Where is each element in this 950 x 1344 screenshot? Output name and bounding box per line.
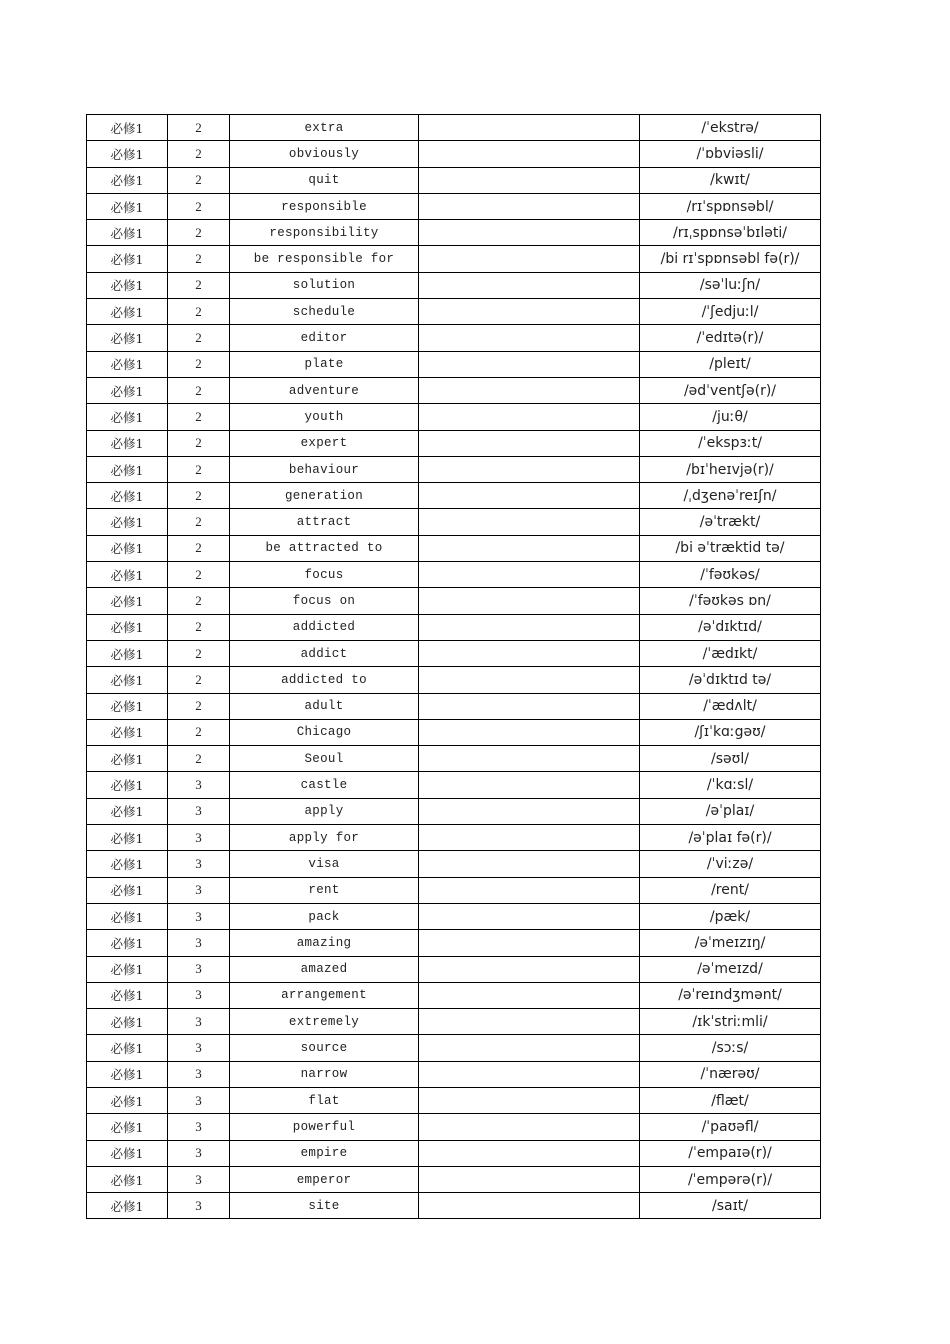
word-cell: adventure — [230, 377, 419, 403]
book-cell: 必修1 — [87, 193, 168, 219]
phonetic-cell: /ˈempərə(r)/ — [640, 1166, 821, 1192]
phonetic-cell: /ˈædɪkt/ — [640, 640, 821, 666]
unit-cell: 2 — [168, 193, 230, 219]
meaning-cell — [419, 272, 640, 298]
word-cell: schedule — [230, 299, 419, 325]
meaning-cell — [419, 562, 640, 588]
phonetic-cell: /əˈtrækt/ — [640, 509, 821, 535]
unit-cell: 3 — [168, 1087, 230, 1113]
word-cell: arrangement — [230, 982, 419, 1008]
book-cell: 必修1 — [87, 982, 168, 1008]
unit-cell: 3 — [168, 851, 230, 877]
unit-cell: 2 — [168, 351, 230, 377]
word-cell: quit — [230, 167, 419, 193]
book-cell: 必修1 — [87, 772, 168, 798]
table-row — [87, 903, 821, 929]
phonetic-cell: /əˈreɪndʒmənt/ — [640, 982, 821, 1008]
table-row — [87, 746, 821, 772]
book-cell: 必修1 — [87, 430, 168, 456]
table-row — [87, 877, 821, 903]
phonetic-cell: /ˈɒbviəsli/ — [640, 141, 821, 167]
book-cell: 必修1 — [87, 509, 168, 535]
unit-cell: 2 — [168, 430, 230, 456]
word-cell: addicted — [230, 614, 419, 640]
table-row — [87, 719, 821, 745]
unit-cell: 2 — [168, 220, 230, 246]
word-cell: focus on — [230, 588, 419, 614]
phonetic-cell: /bɪˈheɪvjə(r)/ — [640, 456, 821, 482]
table-row — [87, 798, 821, 824]
book-cell: 必修1 — [87, 1009, 168, 1035]
meaning-cell — [419, 483, 640, 509]
word-cell: amazing — [230, 930, 419, 956]
phonetic-cell: /ˈædʌlt/ — [640, 693, 821, 719]
unit-cell: 3 — [168, 930, 230, 956]
unit-cell: 3 — [168, 1166, 230, 1192]
meaning-cell — [419, 167, 640, 193]
book-cell: 必修1 — [87, 588, 168, 614]
word-cell: be responsible for — [230, 246, 419, 272]
word-cell: apply for — [230, 825, 419, 851]
meaning-cell — [419, 351, 640, 377]
word-cell: flat — [230, 1087, 419, 1113]
meaning-cell — [419, 1140, 640, 1166]
meaning-cell — [419, 982, 640, 1008]
table-row — [87, 693, 821, 719]
word-cell: castle — [230, 772, 419, 798]
phonetic-cell: /ɪkˈstriːmli/ — [640, 1009, 821, 1035]
unit-cell: 2 — [168, 483, 230, 509]
book-cell: 必修1 — [87, 1140, 168, 1166]
book-cell: 必修1 — [87, 930, 168, 956]
table-row — [87, 404, 821, 430]
meaning-cell — [419, 456, 640, 482]
phonetic-cell: /sɔːs/ — [640, 1035, 821, 1061]
meaning-cell — [419, 798, 640, 824]
unit-cell: 3 — [168, 772, 230, 798]
table-row — [87, 535, 821, 561]
word-cell: behaviour — [230, 456, 419, 482]
meaning-cell — [419, 930, 640, 956]
phonetic-cell: /pæk/ — [640, 903, 821, 929]
book-cell: 必修1 — [87, 1166, 168, 1192]
phonetic-cell: /əˈdɪktɪd tə/ — [640, 667, 821, 693]
book-cell: 必修1 — [87, 1061, 168, 1087]
book-cell: 必修1 — [87, 115, 168, 141]
word-cell: Seoul — [230, 746, 419, 772]
meaning-cell — [419, 377, 640, 403]
word-cell: expert — [230, 430, 419, 456]
table-row — [87, 1114, 821, 1140]
phonetic-cell: /səˈluːʃn/ — [640, 272, 821, 298]
book-cell: 必修1 — [87, 299, 168, 325]
phonetic-cell: /ˈfəʊkəs/ — [640, 562, 821, 588]
unit-cell: 2 — [168, 141, 230, 167]
phonetic-cell: /ˈekstrə/ — [640, 115, 821, 141]
word-cell: generation — [230, 483, 419, 509]
unit-cell: 3 — [168, 982, 230, 1008]
phonetic-cell: /rɪˈspɒnsəbl/ — [640, 193, 821, 219]
phonetic-cell: /bi rɪˈspɒnsəbl fə(r)/ — [640, 246, 821, 272]
word-cell: responsibility — [230, 220, 419, 246]
phonetic-cell: /ˌdʒenəˈreɪʃn/ — [640, 483, 821, 509]
meaning-cell — [419, 719, 640, 745]
book-cell: 必修1 — [87, 693, 168, 719]
book-cell: 必修1 — [87, 325, 168, 351]
phonetic-cell: /ˈedɪtə(r)/ — [640, 325, 821, 351]
meaning-cell — [419, 220, 640, 246]
meaning-cell — [419, 430, 640, 456]
word-cell: powerful — [230, 1114, 419, 1140]
book-cell: 必修1 — [87, 141, 168, 167]
book-cell: 必修1 — [87, 246, 168, 272]
unit-cell: 2 — [168, 693, 230, 719]
table-row — [87, 640, 821, 666]
book-cell: 必修1 — [87, 851, 168, 877]
book-cell: 必修1 — [87, 719, 168, 745]
word-cell: editor — [230, 325, 419, 351]
book-cell: 必修1 — [87, 377, 168, 403]
meaning-cell — [419, 193, 640, 219]
unit-cell: 2 — [168, 614, 230, 640]
unit-cell: 2 — [168, 719, 230, 745]
phonetic-cell: /saɪt/ — [640, 1193, 821, 1219]
book-cell: 必修1 — [87, 1087, 168, 1113]
unit-cell: 3 — [168, 1114, 230, 1140]
table-row — [87, 1087, 821, 1113]
unit-cell: 3 — [168, 1009, 230, 1035]
meaning-cell — [419, 851, 640, 877]
unit-cell: 3 — [168, 825, 230, 851]
word-cell: solution — [230, 272, 419, 298]
meaning-cell — [419, 1193, 640, 1219]
word-cell: pack — [230, 903, 419, 929]
word-cell: adult — [230, 693, 419, 719]
table-row — [87, 1140, 821, 1166]
table-row — [87, 1061, 821, 1087]
meaning-cell — [419, 325, 640, 351]
meaning-cell — [419, 115, 640, 141]
word-cell: plate — [230, 351, 419, 377]
meaning-cell — [419, 746, 640, 772]
unit-cell: 2 — [168, 456, 230, 482]
unit-cell: 2 — [168, 509, 230, 535]
book-cell: 必修1 — [87, 614, 168, 640]
book-cell: 必修1 — [87, 640, 168, 666]
word-cell: responsible — [230, 193, 419, 219]
phonetic-cell: /ˈviːzə/ — [640, 851, 821, 877]
unit-cell: 3 — [168, 798, 230, 824]
book-cell: 必修1 — [87, 456, 168, 482]
table-row — [87, 430, 821, 456]
meaning-cell — [419, 1114, 640, 1140]
unit-cell: 2 — [168, 246, 230, 272]
book-cell: 必修1 — [87, 1193, 168, 1219]
word-cell: emperor — [230, 1166, 419, 1192]
meaning-cell — [419, 903, 640, 929]
table-row — [87, 851, 821, 877]
word-cell: apply — [230, 798, 419, 824]
table-row — [87, 325, 821, 351]
vocabulary-table-body — [87, 115, 821, 1219]
table-row — [87, 667, 821, 693]
meaning-cell — [419, 825, 640, 851]
unit-cell: 2 — [168, 325, 230, 351]
phonetic-cell: /ˈnærəʊ/ — [640, 1061, 821, 1087]
unit-cell: 3 — [168, 1193, 230, 1219]
book-cell: 必修1 — [87, 1114, 168, 1140]
table-row — [87, 562, 821, 588]
phonetic-cell: /əˈmeɪzɪŋ/ — [640, 930, 821, 956]
table-row — [87, 1193, 821, 1219]
phonetic-cell: /ˈfəʊkəs ɒn/ — [640, 588, 821, 614]
meaning-cell — [419, 772, 640, 798]
table-row — [87, 1035, 821, 1061]
phonetic-cell: /juːθ/ — [640, 404, 821, 430]
word-cell: extremely — [230, 1009, 419, 1035]
phonetic-cell: /ʃɪˈkɑːgəʊ/ — [640, 719, 821, 745]
unit-cell: 2 — [168, 377, 230, 403]
table-row — [87, 220, 821, 246]
word-cell: extra — [230, 115, 419, 141]
phonetic-cell: /rɪˌspɒnsəˈbɪləti/ — [640, 220, 821, 246]
table-row — [87, 614, 821, 640]
phonetic-cell: /flæt/ — [640, 1087, 821, 1113]
phonetic-cell: /ədˈventʃə(r)/ — [640, 377, 821, 403]
table-row — [87, 588, 821, 614]
phonetic-cell: /səʊl/ — [640, 746, 821, 772]
phonetic-cell: /ˈempaɪə(r)/ — [640, 1140, 821, 1166]
word-cell: site — [230, 1193, 419, 1219]
book-cell: 必修1 — [87, 746, 168, 772]
unit-cell: 2 — [168, 535, 230, 561]
phonetic-cell: /əˈplaɪ fə(r)/ — [640, 825, 821, 851]
book-cell: 必修1 — [87, 562, 168, 588]
word-cell: visa — [230, 851, 419, 877]
unit-cell: 2 — [168, 167, 230, 193]
table-row — [87, 299, 821, 325]
phonetic-cell: /rent/ — [640, 877, 821, 903]
meaning-cell — [419, 956, 640, 982]
phonetic-cell: /pleɪt/ — [640, 351, 821, 377]
table-row — [87, 351, 821, 377]
meaning-cell — [419, 1061, 640, 1087]
phonetic-cell: /ˈekspɜːt/ — [640, 430, 821, 456]
unit-cell: 3 — [168, 903, 230, 929]
meaning-cell — [419, 1087, 640, 1113]
meaning-cell — [419, 588, 640, 614]
table-row — [87, 167, 821, 193]
table-row — [87, 930, 821, 956]
book-cell: 必修1 — [87, 535, 168, 561]
book-cell: 必修1 — [87, 1035, 168, 1061]
book-cell: 必修1 — [87, 220, 168, 246]
word-cell: empire — [230, 1140, 419, 1166]
phonetic-cell: /əˈdɪktɪd/ — [640, 614, 821, 640]
unit-cell: 2 — [168, 299, 230, 325]
table-row — [87, 509, 821, 535]
meaning-cell — [419, 535, 640, 561]
phonetic-cell: /əˈplaɪ/ — [640, 798, 821, 824]
table-row — [87, 1009, 821, 1035]
phonetic-cell: /ˈpaʊəfl/ — [640, 1114, 821, 1140]
table-row — [87, 456, 821, 482]
meaning-cell — [419, 509, 640, 535]
meaning-cell — [419, 299, 640, 325]
unit-cell: 3 — [168, 877, 230, 903]
meaning-cell — [419, 246, 640, 272]
book-cell: 必修1 — [87, 825, 168, 851]
table-row — [87, 377, 821, 403]
word-cell: source — [230, 1035, 419, 1061]
unit-cell: 2 — [168, 667, 230, 693]
phonetic-cell: /kwɪt/ — [640, 167, 821, 193]
word-cell: rent — [230, 877, 419, 903]
unit-cell: 2 — [168, 640, 230, 666]
book-cell: 必修1 — [87, 956, 168, 982]
word-cell: addict — [230, 640, 419, 666]
meaning-cell — [419, 141, 640, 167]
meaning-cell — [419, 1035, 640, 1061]
table-row — [87, 483, 821, 509]
word-cell: youth — [230, 404, 419, 430]
unit-cell: 3 — [168, 1140, 230, 1166]
unit-cell: 2 — [168, 115, 230, 141]
phonetic-cell: /ˈkɑːsl/ — [640, 772, 821, 798]
meaning-cell — [419, 667, 640, 693]
phonetic-cell: /əˈmeɪzd/ — [640, 956, 821, 982]
table-row — [87, 141, 821, 167]
table-row — [87, 272, 821, 298]
word-cell: attract — [230, 509, 419, 535]
word-cell: obviously — [230, 141, 419, 167]
table-row — [87, 982, 821, 1008]
meaning-cell — [419, 404, 640, 430]
meaning-cell — [419, 640, 640, 666]
unit-cell: 2 — [168, 746, 230, 772]
word-cell: focus — [230, 562, 419, 588]
unit-cell: 3 — [168, 1035, 230, 1061]
unit-cell: 2 — [168, 588, 230, 614]
table-row — [87, 1166, 821, 1192]
unit-cell: 2 — [168, 562, 230, 588]
book-cell: 必修1 — [87, 877, 168, 903]
meaning-cell — [419, 614, 640, 640]
meaning-cell — [419, 1009, 640, 1035]
word-cell: Chicago — [230, 719, 419, 745]
meaning-cell — [419, 693, 640, 719]
table-row — [87, 246, 821, 272]
word-cell: addicted to — [230, 667, 419, 693]
book-cell: 必修1 — [87, 272, 168, 298]
book-cell: 必修1 — [87, 483, 168, 509]
phonetic-cell: /ˈʃedjuːl/ — [640, 299, 821, 325]
table-row — [87, 193, 821, 219]
table-row — [87, 956, 821, 982]
book-cell: 必修1 — [87, 167, 168, 193]
word-cell: be attracted to — [230, 535, 419, 561]
unit-cell: 2 — [168, 404, 230, 430]
book-cell: 必修1 — [87, 798, 168, 824]
meaning-cell — [419, 1166, 640, 1192]
unit-cell: 3 — [168, 956, 230, 982]
book-cell: 必修1 — [87, 903, 168, 929]
vocabulary-table — [86, 114, 821, 1219]
table-row — [87, 115, 821, 141]
unit-cell: 3 — [168, 1061, 230, 1087]
table-row — [87, 772, 821, 798]
table-row — [87, 825, 821, 851]
word-cell: narrow — [230, 1061, 419, 1087]
word-cell: amazed — [230, 956, 419, 982]
unit-cell: 2 — [168, 272, 230, 298]
meaning-cell — [419, 877, 640, 903]
book-cell: 必修1 — [87, 404, 168, 430]
phonetic-cell: /bi əˈtræktid tə/ — [640, 535, 821, 561]
book-cell: 必修1 — [87, 351, 168, 377]
book-cell: 必修1 — [87, 667, 168, 693]
